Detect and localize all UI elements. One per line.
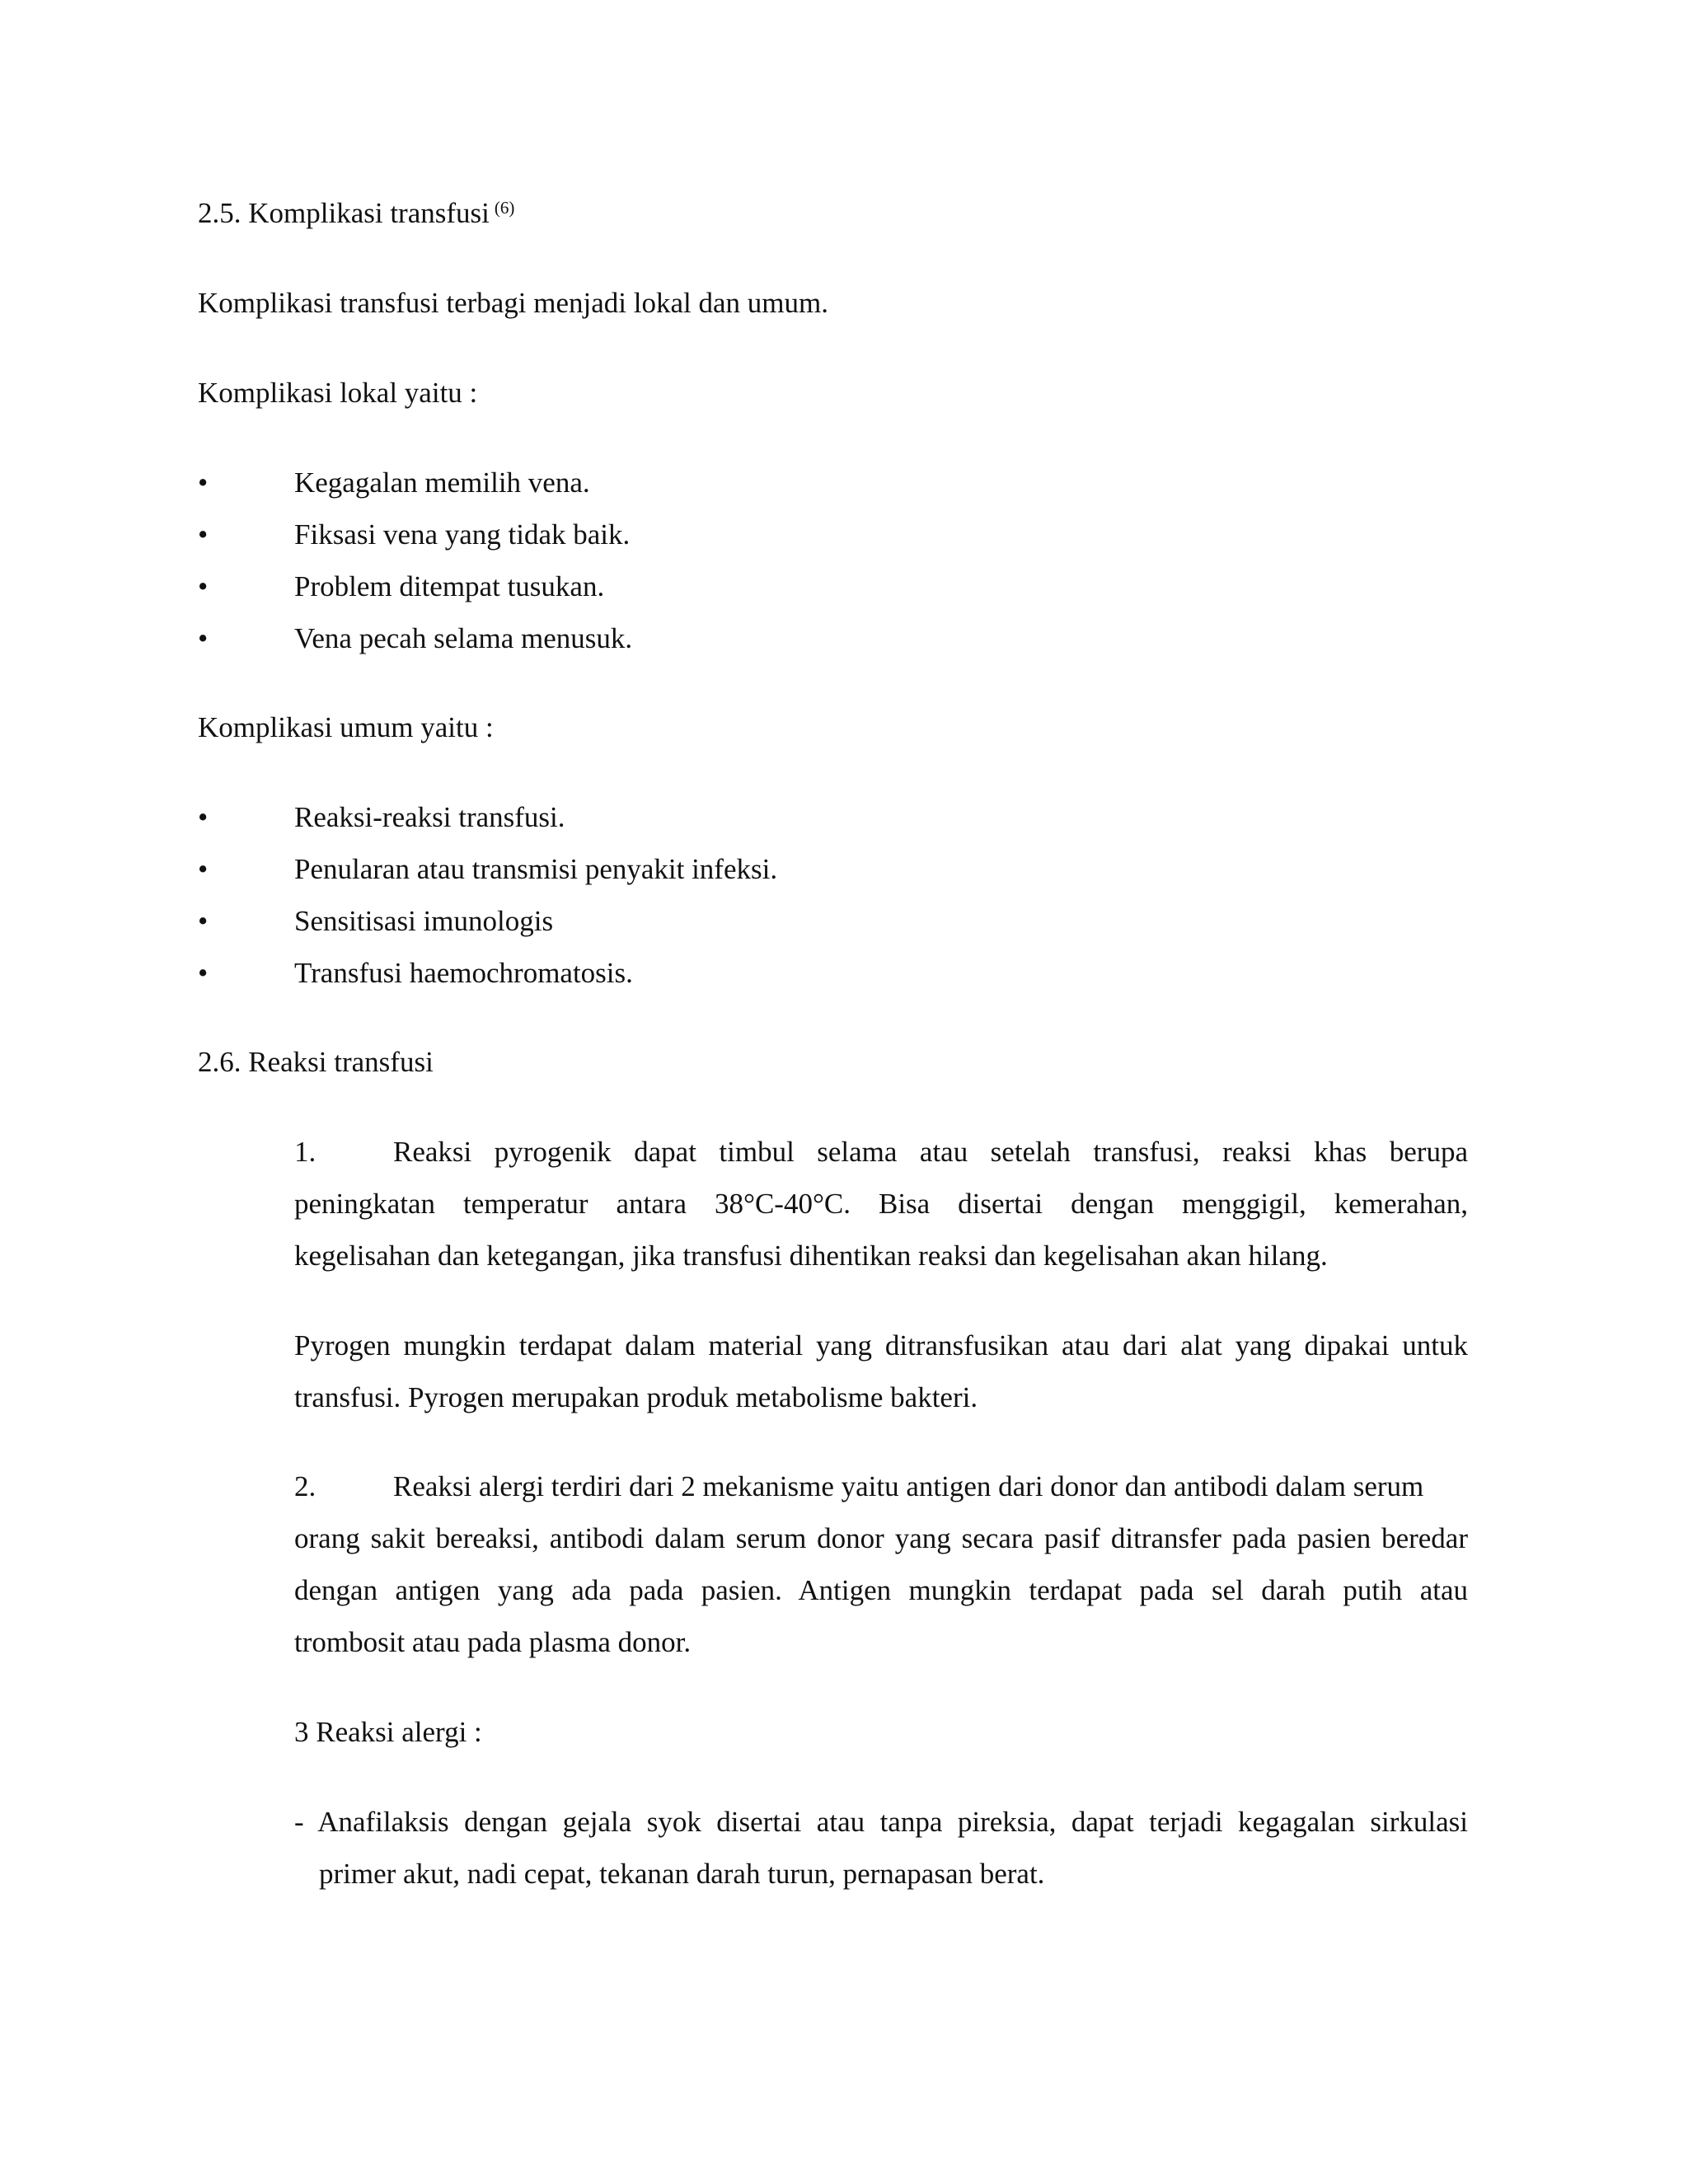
section-heading-2-5 [198, 187, 514, 239]
list-item [198, 791, 1517, 843]
paragraph-line-text: Reaksi alergi terdiri dari 2 mekanisme yaitu antigen dari donor dan antibodi dalam serum [393, 1470, 1424, 1502]
list-item [198, 947, 1517, 999]
list-item [198, 457, 1517, 509]
list-item-text: Kegagalan memilih vena. [294, 466, 590, 499]
paragraph-line: primer akut, nadi cepat, tekanan darah turun, pernapasan berat. [319, 1858, 1045, 1890]
list-item [198, 843, 1517, 895]
paragraph-line: kegelisahan dan ketegangan, jika transfusi dihentikan reaksi dan kegelisahan akan hilang. [294, 1240, 1328, 1272]
item-number: 1. [294, 1136, 316, 1168]
intro-paragraph: Komplikasi transfusi terbagi menjadi lokal dan umum. [198, 287, 828, 319]
section-heading-text: 2.5. Komplikasi transfusi [198, 197, 490, 229]
list-item-text: Penularan atau transmisi penyakit infeksi. [294, 853, 778, 885]
paragraph-line: - Anafilaksis dengan gejala syok disertai atau tanpa pireksia, dapat terjadi kegagalan sirkulasi [294, 1806, 1468, 1838]
lokal-heading: Komplikasi lokal yaitu : [198, 377, 478, 409]
section-heading-2-6: 2.6. Reaksi transfusi [198, 1046, 434, 1078]
bullet-icon: • [198, 622, 209, 654]
bullet-icon: • [198, 853, 209, 885]
numbered-item-2 [294, 1460, 1468, 1668]
list-item [198, 895, 1517, 947]
list-item-text: Sensitisasi imunologis [294, 905, 554, 937]
lokal-bullet-list [198, 457, 1517, 664]
list-item-text: Problem ditempat tusukan. [294, 570, 605, 602]
paragraph-line: peningkatan temperatur antara 38°C-40°C. Bisa disertai dengan menggigil, kemerahan, [294, 1188, 1468, 1220]
bullet-icon: • [198, 518, 209, 551]
umum-heading: Komplikasi umum yaitu : [198, 711, 494, 743]
umum-bullet-list [198, 791, 1517, 999]
list-item [198, 509, 1517, 560]
list-item-text: Vena pecah selama menusuk. [294, 622, 633, 654]
paragraph-line [294, 1460, 1468, 1512]
list-item [198, 612, 1517, 664]
list-item-text: Fiksasi vena yang tidak baik. [294, 518, 631, 551]
citation-superscript: (6) [494, 198, 515, 218]
paragraph-line: dengan antigen yang ada pada pasien. Antigen mungkin terdapat pada sel darah putih atau [294, 1574, 1468, 1606]
bullet-icon: • [198, 570, 209, 602]
list-item-text: Reaksi-reaksi transfusi. [294, 801, 565, 833]
bullet-icon: • [198, 801, 209, 833]
list-item [198, 560, 1517, 612]
paragraph-line: trombosit atau pada plasma donor. [294, 1626, 692, 1658]
anafilaksis-item [294, 1796, 1468, 1900]
bullet-icon: • [198, 957, 209, 989]
paragraph-line: orang sakit bereaksi, antibodi dalam serum donor yang secara pasif ditransfer pada pasien beredar [294, 1522, 1468, 1554]
numbered-item-1 [294, 1126, 1468, 1282]
pyrogen-paragraph [294, 1319, 1468, 1423]
paragraph-line: transfusi. Pyrogen merupakan produk metabolisme bakteri. [294, 1381, 978, 1413]
bullet-icon: • [198, 466, 209, 499]
paragraph-line-text: Reaksi pyrogenik dapat timbul selama atau setelah transfusi, reaksi khas berupa [393, 1136, 1468, 1168]
alergi-heading: 3 Reaksi alergi : [294, 1716, 482, 1748]
bullet-icon: • [198, 905, 209, 937]
paragraph-line: Pyrogen mungkin terdapat dalam material yang ditransfusikan atau dari alat yang dipakai untuk [294, 1329, 1468, 1361]
paragraph-line [294, 1126, 1468, 1178]
list-item-text: Transfusi haemochromatosis. [294, 957, 633, 989]
item-number: 2. [294, 1470, 316, 1502]
